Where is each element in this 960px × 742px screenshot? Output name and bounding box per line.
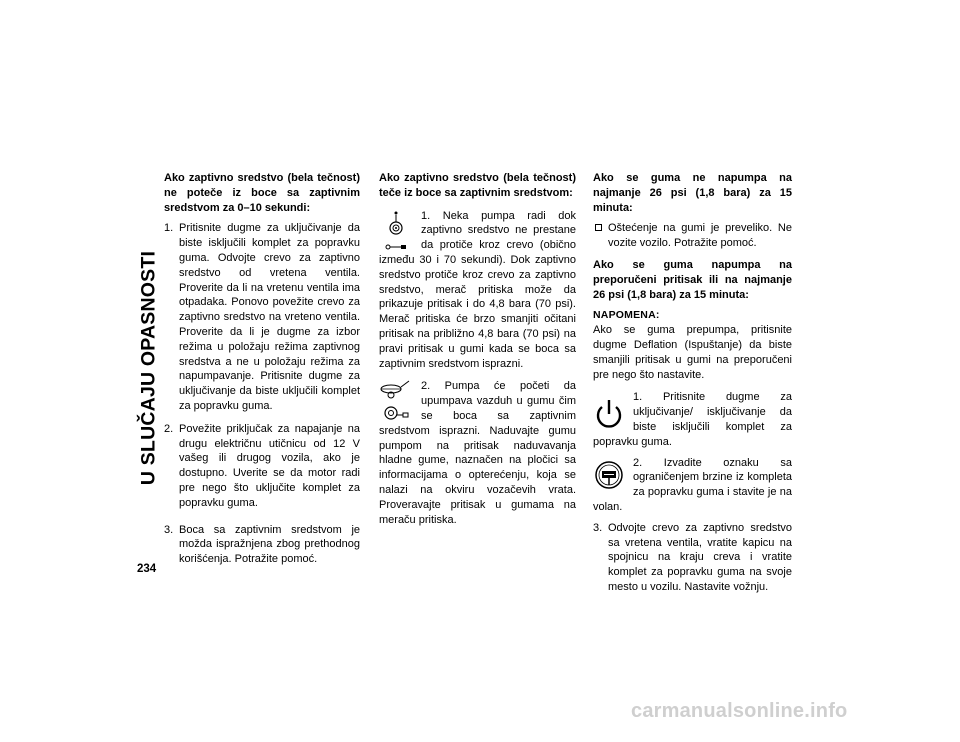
col1-list-item (164, 422, 360, 511)
col3-heading-1: Ako se guma ne napumpa na najmanje 26 psi (1,8 bara) za 15 minuta: (593, 172, 792, 214)
col2-heading: Ako zaptivno sredstvo (bela tečnost) teče iz boce sa zaptivnim sredstvom: (379, 172, 576, 199)
checkbox-bullet-icon (595, 224, 602, 231)
col1-heading: Ako zaptivno sredstvo (bela tečnost) ne poteče iz boce sa zaptivnim sredstvom za 0–10 sekundi: (164, 172, 360, 214)
col3-list-item (593, 521, 792, 595)
list-number: 3. (164, 523, 174, 536)
list-number: 3. (593, 521, 603, 534)
step-1 (593, 390, 792, 449)
col2-paragraph-2: 2. Pumpa će početi da upumpava vazduh u gumu čim se boca sa zaptivnim sredstvom isprazni. Naduvajte gumu pumpom na pritisak naduvavanja hladne gume, naznačen na pločici sa informacijama o opterećenju, koja se nalazi na okviru vozačevih vrata. Proveravajte pritisak u gumama na meraču pritiska. (379, 380, 576, 526)
power-button-icon (593, 394, 625, 434)
col3-heading-2: Ako se guma napumpa na preporučeni pritisak ili na najmanje 26 psi (1,8 bara) za 15 minuta: (593, 258, 792, 301)
list-text: Odvojte crevo za zaptivno sredstvo sa vretena ventila, vratite kapicu na spojnicu na kraju creva i vratite komplet za popravku guma na svoje mesto u vozilu. Nastavite vožnju. (608, 521, 792, 593)
note-text: Ako se guma prepumpa, pritisnite dugme Deflation (Ispuštanje) da biste smanjili pritisak u gumi na preporučeni pre nego što nastavite. (593, 324, 792, 381)
page-number: 234 (137, 563, 157, 575)
col1-list-item (164, 523, 360, 567)
step-1-text: 1. Pritisnite dugme za uključivanje/ isključivanje da biste isključili komplet za popravku guma. (593, 391, 792, 448)
column-1 (164, 171, 360, 575)
col3-bullet (593, 221, 792, 251)
list-text: Boca sa zaptivnim sredstvom je možda ispražnjena zbog prethodnog korišćenja. Potražite pomoć. (179, 523, 360, 566)
note-label: NAPOMENA: (593, 309, 660, 322)
list-number: 1. (164, 222, 174, 235)
step-2-text: 2. Izvadite oznaku sa ograničenjem brzine iz kompleta za popravku guma i stavite je na volan. (593, 456, 792, 513)
list-number: 2. (164, 422, 174, 435)
col1-list-item (164, 221, 360, 413)
list-text: Pritisnite dugme za uključivanje da biste isključili komplet za popravku guma. Odvojte crevo za zaptivno sredstvo od vretena ventila. Proverite da li na vretenu ventila ima otpadaka. Ponovo povežite crevo za zaptivno sredstvo na vreteno ventila. Proverite da li je dugme za izbor režima u položaju režima zaptivnog sredstva a ne u položaju režima za napumpavanje. Pritisnite dugme za uključivanje da biste uključili komplet za popravku guma. (179, 222, 360, 412)
list-text: Povežite priključak za napajanje na drugu električnu utičnicu od 12 V vašeg ili drugog vozila, ako je dostupno. Uverite se da motor radi pre nego što uključite komplet za popravku guma. (179, 422, 360, 509)
bullet-text: Oštećenje na gumi je preveliko. Ne vozite vozilo. Potražite pomoć. (608, 222, 792, 250)
step-2 (593, 456, 792, 515)
column-3 (593, 171, 792, 603)
steering-wheel-label-icon (593, 458, 625, 492)
col2-paragraph-1: 1. Neka pumpa radi dok zaptivno sredstvo ne prestane da protiče kroz crevo (obično između 30 i 70 sekundi). Dok zaptivno sredstvo protiče kroz crevo za zaptivno sredstvo, merač pritiska može da prikazuje pritisak i do 4,8 bara (70 psi). Merač pritiska će brzo smanjiti očitani pritisak na približno 4,8 bara (70 psi) na pravi pritisak u gumi kada se boca sa zaptivnim sredstvom isprazni. (379, 209, 576, 370)
section-side-tab (137, 163, 161, 573)
column-2 (379, 171, 576, 527)
pump-sealant-icon (379, 209, 413, 253)
section-side-tab-label: U SLUČAJU OPASNOSTI (137, 250, 160, 486)
tire-inflate-icon (379, 379, 413, 423)
watermark: carmanualsonline.info (631, 700, 848, 722)
